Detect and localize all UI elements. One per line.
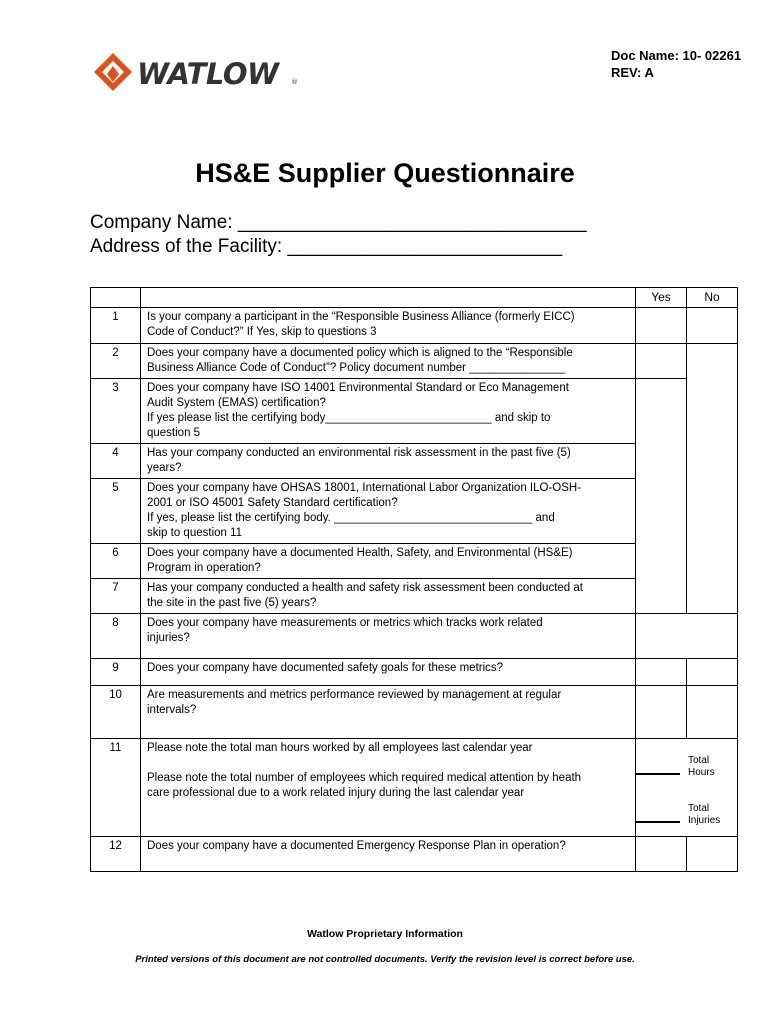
question-number: 5 [91,479,141,544]
question-text [141,379,636,444]
total-hours-label [688,755,715,779]
question-line: Are measurements and metrics performance reviewed by management at regular [147,689,562,701]
table-header-row [91,288,738,308]
document-info [611,47,741,81]
yes-checkbox-cell[interactable] [636,837,687,872]
question-line: years? [147,462,182,474]
company-name-field[interactable]: Company Name: _________________________________ [90,212,587,233]
table-row [91,686,738,739]
doc-name: Doc Name: 10- 02261 [611,48,742,63]
question-text [141,686,636,739]
total-hours-label-line: Hours [688,767,715,778]
question-line: Is your company a participant in the “Responsible Business Alliance (formerly EICC) [147,311,575,323]
table-row [91,344,738,379]
table-row [91,837,738,872]
question-line: intervals? [147,704,197,716]
question-text [141,659,636,686]
question-number: 12 [91,837,141,872]
proprietary-notice: Watlow Proprietary Information [307,928,463,940]
no-checkbox-cell[interactable] [687,837,738,872]
question-line: 2001 or ISO 45001 Safety Standard certification? [147,497,398,509]
question-line: Does your company have documented safety goals for these metrics? [147,662,504,674]
question-line: skip to question 11 [147,527,243,539]
yes-no-checkbox-cell[interactable] [636,614,738,659]
yes-checkbox-cell[interactable] [636,379,687,614]
question-line: question 5 [147,427,201,439]
total-injuries-input-line[interactable] [636,821,680,823]
question-text [141,579,636,614]
svg-text:®: ® [291,78,298,86]
question-line: Program in operation? [147,562,261,574]
questionnaire-table [90,287,738,872]
question-number: 11 [91,739,141,837]
question-line: Please note the total man hours worked by all employees last calendar year [147,742,533,754]
page-title: HS&E Supplier Questionnaire [195,158,575,188]
table-row [91,379,738,444]
question-line: Audit System (EMAS) certification? [147,397,326,409]
question-number: 1 [91,308,141,344]
question-line: Does your company have a documented policy which is aligned to the “Responsible [147,347,573,359]
question-line: Does your company have OHSAS 18001, International Labor Organization ILO-OSH- [147,482,582,494]
question-line: If yes please list the certifying body__________________________ and skip to [147,412,551,424]
yes-checkbox-cell[interactable] [636,659,687,686]
facility-address-field[interactable]: Address of the Facility: __________________________ [90,236,563,257]
header-blank-cell [141,288,636,308]
yes-column-header: Yes [636,288,687,308]
question-line: Code of Conduct?” If Yes, skip to questions 3 [147,326,377,338]
question-line: Does your company have ISO 14001 Environmental Standard or Eco Management [147,382,569,394]
total-hours-input-line[interactable] [636,773,680,775]
question-text [141,544,636,579]
total-injuries-label-line: Injuries [688,815,721,826]
question-line: Has your company conducted an environmental risk assessment in the past five (5) [147,447,571,459]
question-line: Please note the total number of employees which required medical attention by heath [147,772,582,784]
question-line: the site in the past five (5) years? [147,597,317,609]
table-row [91,614,738,659]
total-injuries-label [688,803,720,827]
question-line: Does your company have measurements or metrics which tracks work related [147,617,543,629]
question-spacer [147,756,629,771]
question-text [141,308,636,344]
company-logo [93,52,303,92]
total-hours-label-line: Total [688,755,710,766]
no-checkbox-cell[interactable] [687,308,738,344]
svg-text:WATLOW: WATLOW [137,57,279,91]
table-row [91,739,738,837]
question-number: 4 [91,444,141,479]
yes-checkbox-cell[interactable] [636,308,687,344]
no-checkbox-cell[interactable] [687,344,738,614]
question-number: 9 [91,659,141,686]
question-number: 2 [91,344,141,379]
question-line: If yes, please list the certifying body. _______________________________ and [147,512,555,524]
watlow-flame-diamond-icon [93,52,303,92]
question-text [141,479,636,544]
totals-input-cell [636,739,738,837]
question-number: 6 [91,544,141,579]
question-line: Has your company conducted a health and safety risk assessment been conducted at [147,582,583,594]
question-text [141,344,636,379]
controlled-document-notice: Printed versions of this document are not controlled documents. Verify the revision level is correct before use. [135,954,635,965]
question-line: injuries? [147,632,190,644]
no-checkbox-cell[interactable] [687,659,738,686]
question-line: Does your company have a documented Emergency Response Plan in operation? [147,840,566,852]
question-line: Does your company have a documented Health, Safety, and Environmental (HS&E) [147,547,573,559]
question-text [141,444,636,479]
table-row [91,659,738,686]
question-text [141,739,636,837]
question-number: 8 [91,614,141,659]
doc-revision: REV: A [611,65,654,80]
question-line: Business Alliance Code of Conduct”? Policy document number _______________ [147,362,566,374]
total-injuries-label-line: Total [688,803,710,814]
question-number: 7 [91,579,141,614]
question-number: 3 [91,379,141,444]
question-number: 10 [91,686,141,739]
no-checkbox-cell[interactable] [687,686,738,739]
yes-checkbox-cell[interactable] [636,686,687,739]
no-column-header: No [687,288,738,308]
table-row [91,308,738,344]
header-blank-cell [91,288,141,308]
question-text [141,837,636,872]
question-text [141,614,636,659]
question-line: care professional due to a work related injury during the last calendar year [147,787,525,799]
yes-checkbox-cell[interactable] [636,344,687,379]
